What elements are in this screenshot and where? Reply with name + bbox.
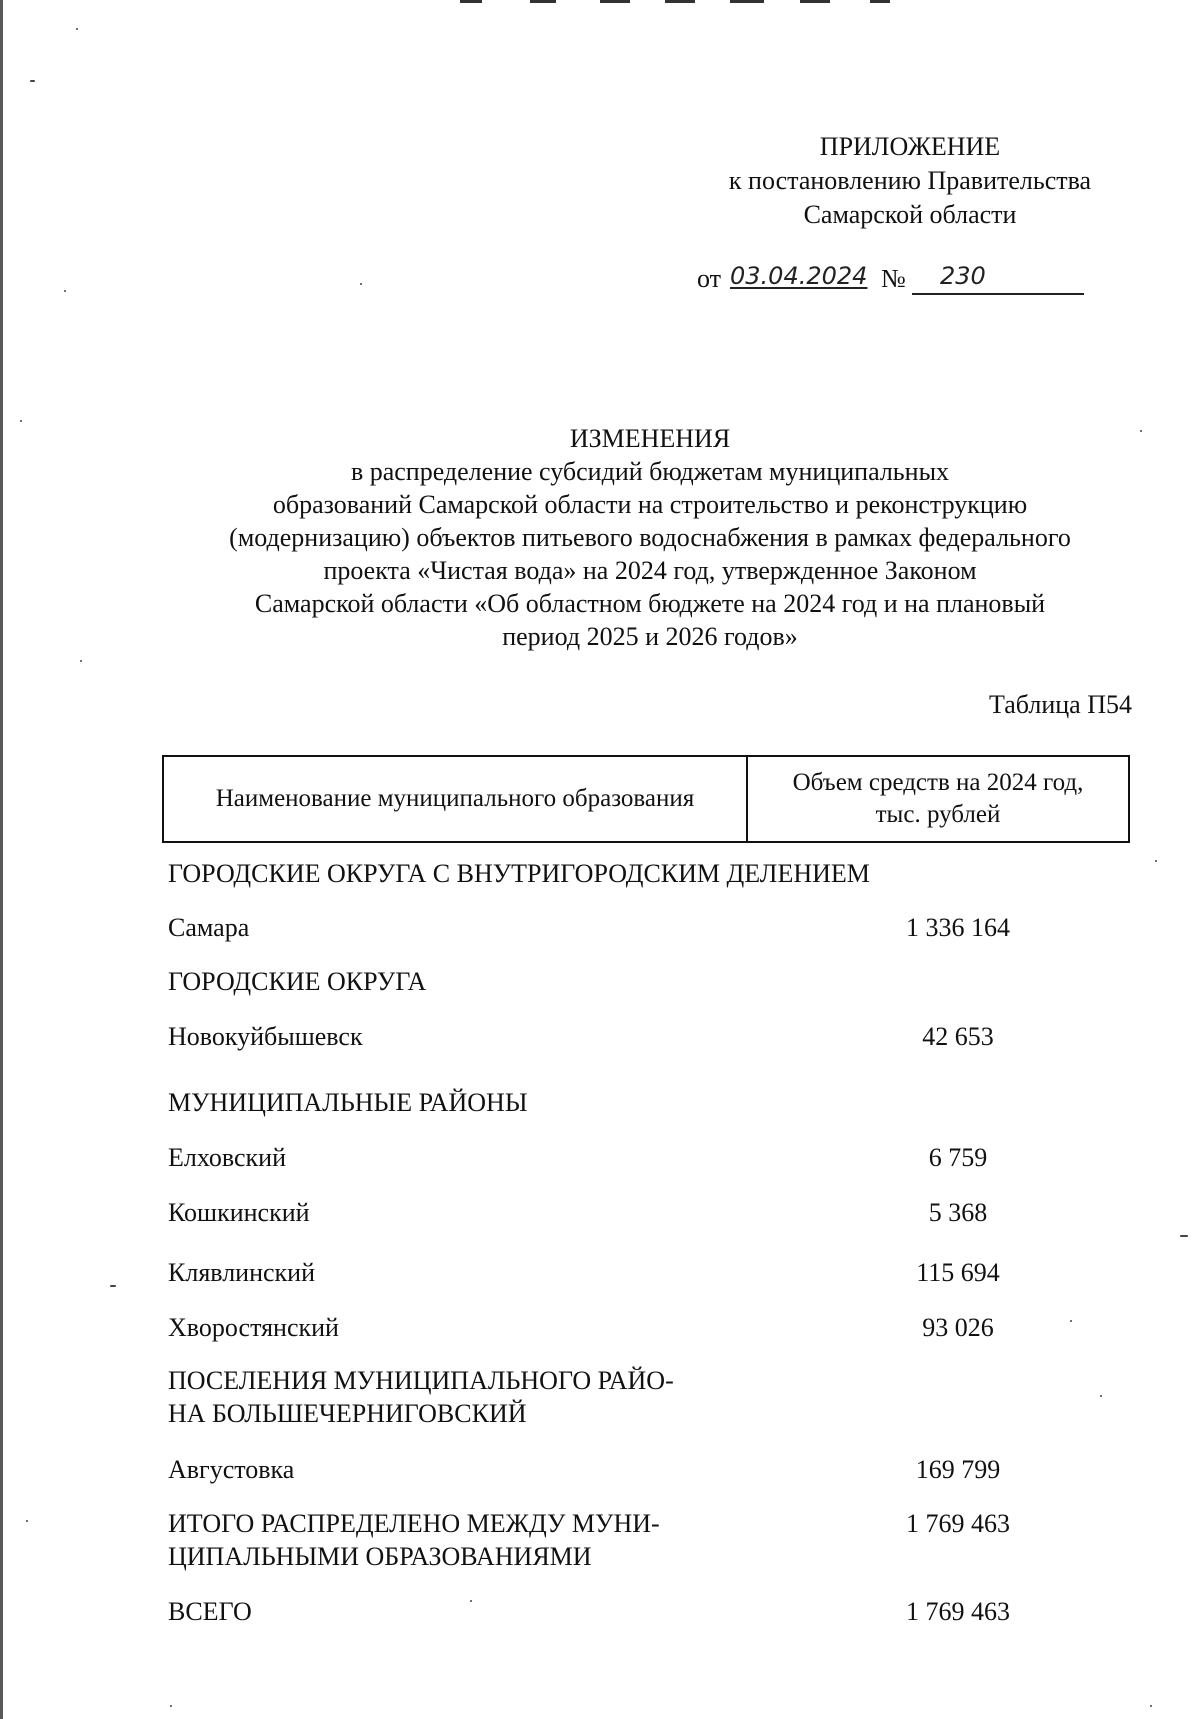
scan-speck <box>1180 1235 1188 1237</box>
row-value: 169 799 <box>915 1455 1001 1484</box>
row-value: 93 026 <box>922 1313 994 1342</box>
scan-speck <box>1150 1705 1152 1707</box>
scan-speck <box>26 1520 28 1522</box>
header-col-name: Наименование муниципального образования <box>164 757 748 841</box>
scan-speck <box>170 1705 172 1707</box>
scan-speck <box>1070 1320 1072 1322</box>
row-name: Елховский <box>168 1143 286 1172</box>
scan-speck <box>30 80 35 82</box>
row-value: 115 694 <box>916 1258 1000 1287</box>
header-col-amount-line2: тыс. рублей <box>875 801 1001 828</box>
appendix-line-3: Самарской области <box>803 200 1017 229</box>
row-name: Клявлинский <box>168 1258 316 1287</box>
row-value: 6 759 <box>928 1143 988 1172</box>
title-line: в распределение субсидий бюджетам муниципальных <box>350 457 950 486</box>
scan-speck <box>1155 860 1157 862</box>
date-prefix: от <box>697 264 722 293</box>
document-title <box>100 422 1200 653</box>
row-name: Хворостянский <box>168 1313 339 1342</box>
title-line: (модернизацию) объектов питьевого водоснабжения в рамках федерального <box>229 523 1071 552</box>
title-line: проекта «Чистая вода» на 2024 год, утвержденное Законом <box>323 556 977 585</box>
number-underline <box>912 293 1084 295</box>
row-name: ГОРОДСКИЕ ОКРУГА <box>168 967 427 996</box>
scan-speck <box>1100 1395 1102 1397</box>
scan-speck <box>76 28 78 30</box>
header-col-amount <box>748 757 1128 841</box>
number-prefix: № <box>881 264 906 293</box>
row-name: Самара <box>168 913 250 942</box>
row-value: 42 653 <box>922 1022 994 1051</box>
table-label: Таблица П54 <box>989 690 1132 719</box>
table-header <box>162 755 1130 843</box>
scan-speck <box>64 290 66 292</box>
row-name: Новокуйбышевск <box>168 1022 363 1051</box>
title-heading: ИЗМЕНЕНИЯ <box>569 424 731 453</box>
scan-top-marks <box>440 0 920 6</box>
scan-speck <box>360 283 362 285</box>
row-name-line1: ИТОГО РАСПРЕДЕЛЕНО МЕЖДУ МУНИ- <box>168 1509 660 1538</box>
row-name: ГОРОДСКИЕ ОКРУГА С ВНУТРИГОРОДСКИМ ДЕЛЕНИЕМ <box>168 859 870 888</box>
row-name-line2: НА БОЛЬШЕЧЕРНИГОВСКИЙ <box>168 1399 527 1428</box>
row-name: ВСЕГО <box>168 1597 252 1626</box>
appendix-title: ПРИЛОЖЕНИЕ <box>819 132 1001 161</box>
row-name: МУНИЦИПАЛЬНЫЕ РАЙОНЫ <box>168 1088 528 1117</box>
row-name-line1: ПОСЕЛЕНИЯ МУНИЦИПАЛЬНОГО РАЙО- <box>168 1366 674 1395</box>
appendix-line-2: к постановлению Правительства <box>728 166 1092 195</box>
row-name-line2: ЦИПАЛЬНЫМИ ОБРАЗОВАНИЯМИ <box>168 1542 592 1571</box>
decree-date: 03.04.2024 <box>730 262 868 290</box>
row-value: 1 336 164 <box>906 913 1010 942</box>
scan-speck <box>110 1285 116 1287</box>
scan-speck <box>80 660 82 662</box>
row-name: Кошкинский <box>168 1198 310 1227</box>
title-line: период 2025 и 2026 годов» <box>502 622 798 651</box>
appendix-block <box>650 130 1170 232</box>
decree-date-number <box>697 262 1097 302</box>
row-value: 1 769 463 <box>906 1597 1010 1626</box>
title-line: Самарской области «Об областном бюджете на 2024 год и на плановый <box>254 589 1046 618</box>
title-line: образований Самарской области на строительство и реконструкцию <box>272 490 1028 519</box>
row-name: Августовка <box>168 1455 295 1484</box>
scan-speck <box>20 420 22 422</box>
header-col-amount-line1: Объем средств на 2024 год, <box>792 769 1084 796</box>
scan-left-edge <box>0 0 3 1719</box>
decree-number: 230 <box>940 262 986 290</box>
row-value: 5 368 <box>928 1198 988 1227</box>
row-value: 1 769 463 <box>906 1509 1010 1538</box>
